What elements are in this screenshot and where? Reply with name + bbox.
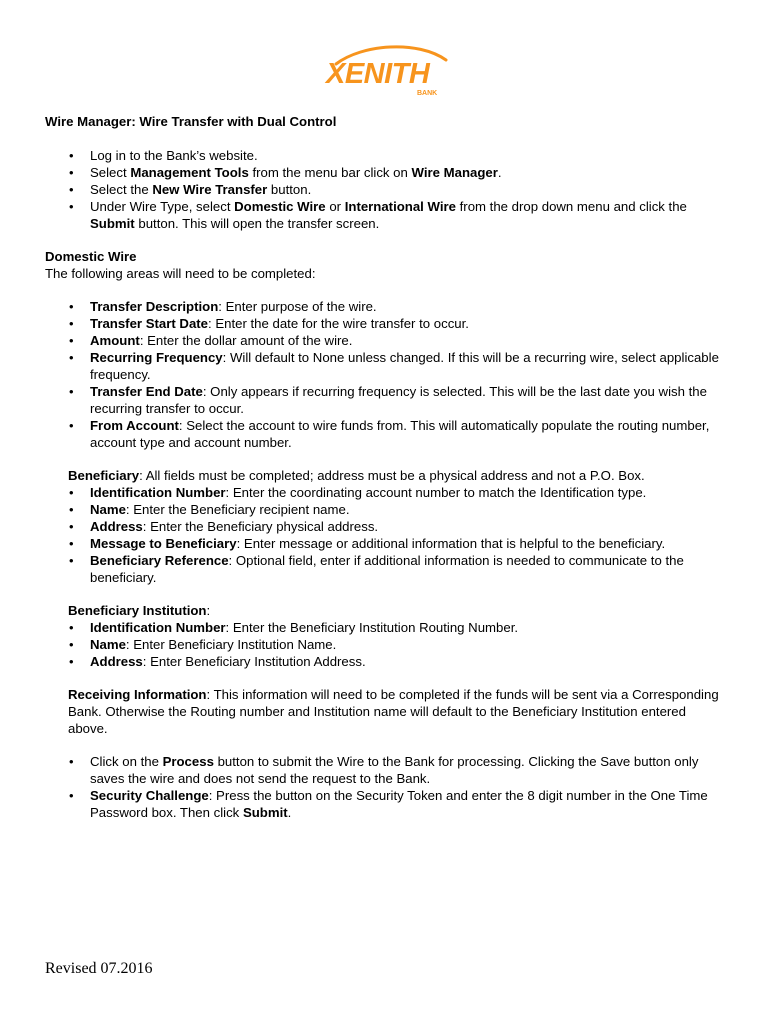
list-item: • Log in to the Bank’s website. [45, 147, 725, 164]
list-item: • Recurring Frequency: Will default to None unless changed. If this will be a recurring wire, select applicable frequency. [45, 349, 725, 383]
list-item: • Message to Beneficiary: Enter message or additional information that is helpful to the beneficiary. [68, 535, 725, 552]
beneficiary-institution-heading: Beneficiary Institution: [68, 603, 211, 618]
list-item: • Beneficiary Reference: Optional field, enter if additional information is needed to communicate to the beneficiary. [68, 552, 725, 586]
beneficiary-fields-list [68, 484, 725, 586]
list-item: • Transfer Start Date: Enter the date for the wire transfer to occur. [45, 315, 725, 332]
list-item: • Name: Enter Beneficiary Institution Name. [68, 636, 725, 653]
list-item: • Identification Number: Enter the coordinating account number to match the Identification type. [68, 484, 725, 501]
institution-fields-list [68, 619, 725, 670]
revision-footer: Revised 07.2016 [45, 960, 153, 977]
domestic-wire-heading: Domestic Wire [45, 249, 137, 264]
beneficiary-section [45, 467, 725, 737]
list-item: • Identification Number: Enter the Beneficiary Institution Routing Number. [68, 619, 725, 636]
list-item: • Under Wire Type, select Domestic Wire or International Wire from the drop down menu and click the Submit button. This will open the transfer screen. [45, 198, 725, 232]
list-item: • Transfer End Date: Only appears if recurring frequency is selected. This will be the last date you wish the recurring transfer to occur. [45, 383, 725, 417]
logo-subtext: BANK [417, 90, 438, 97]
list-item: • Amount: Enter the dollar amount of the wire. [45, 332, 725, 349]
final-steps-list [45, 753, 725, 821]
list-item: • From Account: Select the account to wire funds from. This will automatically populate the routing number, account type and account number. [45, 417, 725, 451]
beneficiary-intro: Beneficiary: All fields must be completed; address must be a physical address and not a P.O. Box. [68, 468, 645, 483]
domestic-wire-intro: The following areas will need to be completed: [45, 266, 316, 281]
list-item: • Click on the Process button to submit the Wire to the Bank for processing. Clicking the Save button only saves the wire and does not send the request to the Bank. [45, 753, 725, 787]
receiving-information: Receiving Information: This information will need to be completed if the funds will be sent via a Corresponding Bank. Otherwise the Routing number and Institution name will default to the Beneficiary Institution entered above. [68, 687, 719, 736]
xenith-bank-logo [322, 40, 452, 100]
document-title: Wire Manager: Wire Transfer with Dual Control [45, 114, 337, 129]
list-item: • Address: Enter the Beneficiary physical address. [68, 518, 725, 535]
domestic-fields-list [45, 298, 725, 451]
list-item: • Security Challenge: Press the button on the Security Token and enter the 8 digit number in the One Time Password box. Then click Submit. [45, 787, 725, 821]
list-item: • Address: Enter Beneficiary Institution Address. [68, 653, 725, 670]
list-item: • Select Management Tools from the menu bar click on Wire Manager. [45, 164, 725, 181]
list-item: • Transfer Description: Enter purpose of the wire. [45, 298, 725, 315]
list-item: • Name: Enter the Beneficiary recipient name. [68, 501, 725, 518]
list-item: • Select the New Wire Transfer button. [45, 181, 725, 198]
intro-steps-list [45, 147, 725, 232]
logo-wordmark: XENITH [326, 58, 430, 90]
document-body [45, 113, 725, 821]
